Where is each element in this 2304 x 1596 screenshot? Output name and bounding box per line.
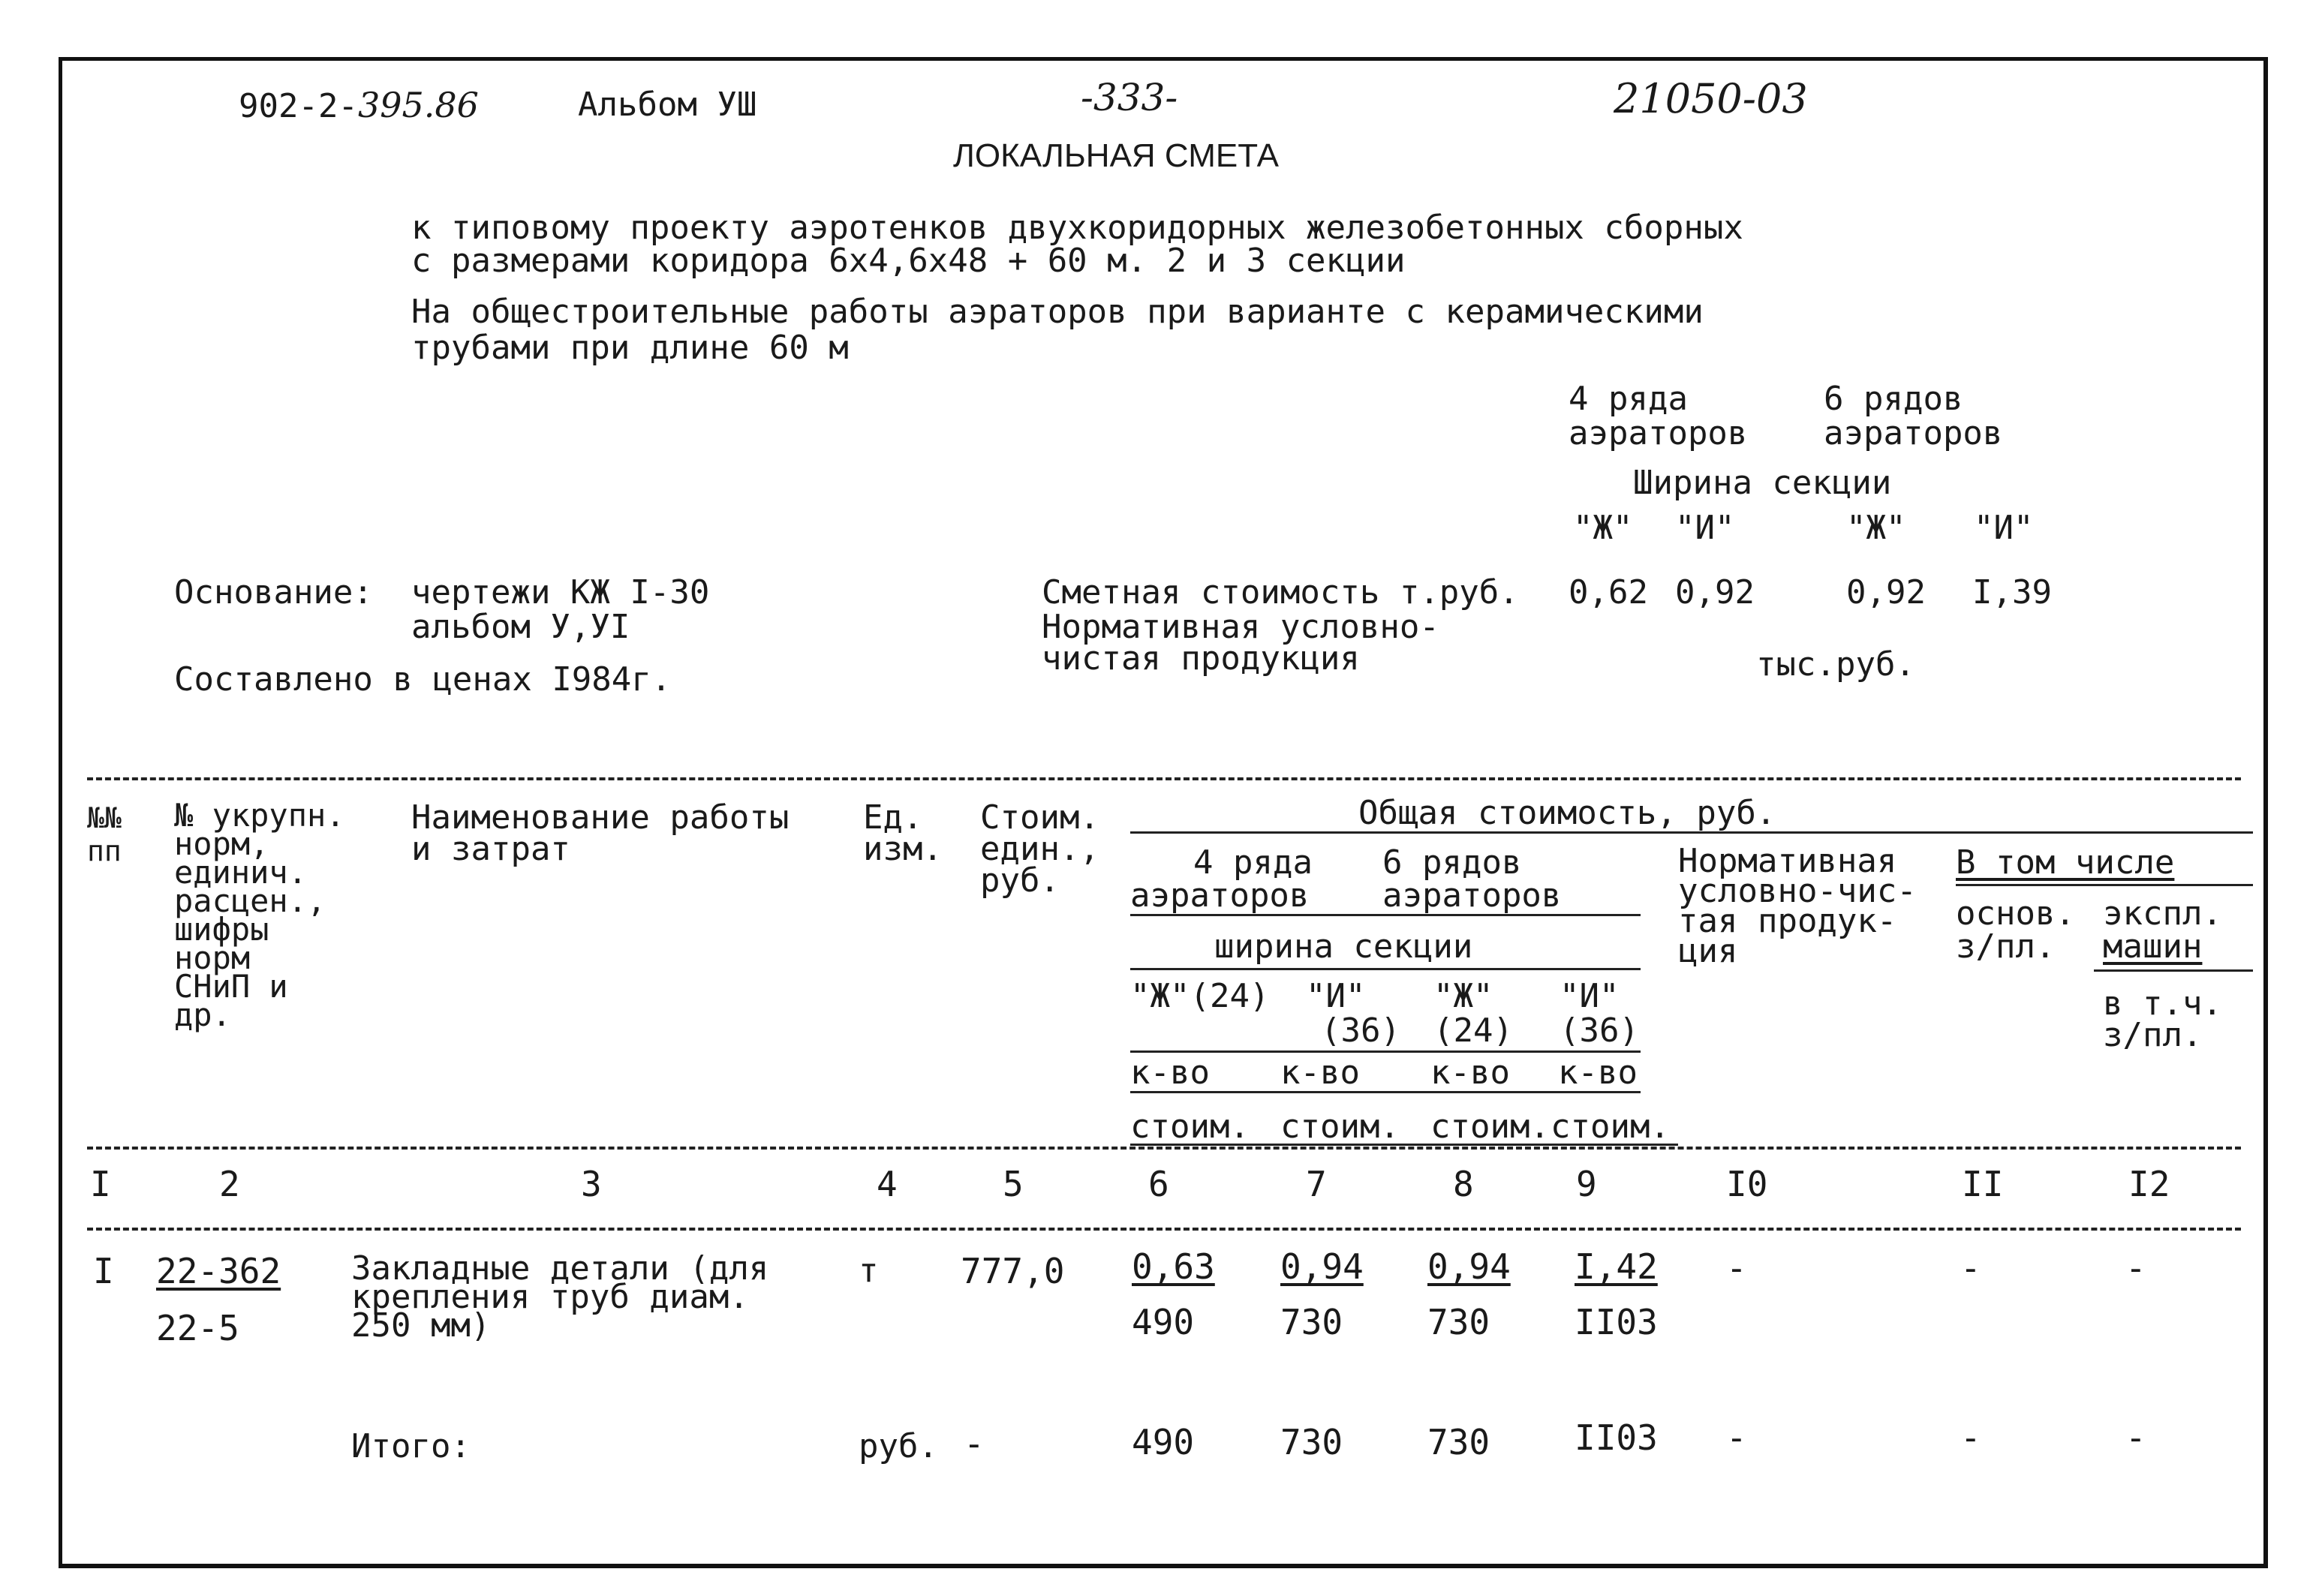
row-qty: 0,94 xyxy=(1427,1246,1511,1287)
total-unit: руб. xyxy=(859,1427,938,1465)
header-norm: Нормативная условно-чис- тая продук- ция xyxy=(1678,842,1917,970)
total-label: Итого: xyxy=(351,1427,471,1465)
summary-group-1b: аэраторов xyxy=(1569,414,1748,452)
header-name: Наименование работы xyxy=(411,798,790,837)
doc-code: 902-2-395.86 xyxy=(239,85,479,125)
header-col-7: (36) xyxy=(1321,1011,1400,1050)
column-number: 5 xyxy=(1003,1164,1024,1204)
total-base-pay: - xyxy=(1960,1417,1981,1458)
header-code: № укрупн. норм, единич. расцен., шифры норм СНиП и др. xyxy=(174,797,345,1033)
column-number: 4 xyxy=(877,1164,898,1204)
header-base-pay: з/пл. xyxy=(1956,927,2056,966)
row-code: 22-5 xyxy=(156,1308,239,1348)
prices-note: Составлено в ценах I984г. xyxy=(174,660,672,699)
album-label: Альбом УШ xyxy=(578,86,757,124)
header-col-8: (24) xyxy=(1433,1011,1513,1050)
total-cost: 730 xyxy=(1280,1422,1343,1462)
row-base-pay: - xyxy=(1960,1248,1981,1288)
total-cost: 730 xyxy=(1427,1422,1490,1462)
description-line: к типовому проекту аэротенков двухкоридорных железобетонных сборных xyxy=(411,209,1743,247)
column-number: 6 xyxy=(1148,1164,1169,1204)
table-top-rule xyxy=(87,777,2241,780)
header-machines: машин xyxy=(2103,927,2203,966)
header-cost: стоим. xyxy=(1280,1108,1400,1146)
header-qty: к-во xyxy=(1280,1053,1360,1092)
header-group-1: аэраторов xyxy=(1130,876,1310,915)
header-including: В том числе xyxy=(1956,843,2175,882)
header-cost: стоим. xyxy=(1430,1108,1550,1146)
row-qty: I,42 xyxy=(1575,1246,1658,1287)
header-no: №№ xyxy=(87,801,122,834)
column-number: 3 xyxy=(581,1164,602,1204)
summary-group-2: 6 рядов xyxy=(1824,380,1963,418)
column-number: 7 xyxy=(1306,1164,1327,1204)
column-number: 2 xyxy=(219,1164,240,1204)
header-rule xyxy=(1130,968,1641,970)
header-price: Стоим. xyxy=(980,798,1099,837)
summary-col-i: "И" xyxy=(1974,509,2034,547)
basis-label: Основание: xyxy=(174,573,373,612)
units-label: тыс.руб. xyxy=(1756,645,1915,684)
header-group-2: 6 рядов xyxy=(1382,843,1522,882)
total-cost: 490 xyxy=(1132,1422,1195,1462)
norm-label: чистая продукция xyxy=(1042,639,1360,678)
page-title: ЛОКАЛЬНАЯ СМЕТА xyxy=(953,137,1279,174)
total-machines: - xyxy=(2125,1417,2146,1458)
row-machines: - xyxy=(2125,1248,2146,1288)
cost-value: 0,92 xyxy=(1675,573,1755,612)
header-rule xyxy=(2094,969,2253,972)
cost-value: I,39 xyxy=(1972,573,2052,612)
row-norm: - xyxy=(1726,1248,1747,1288)
header-cost: стоим. xyxy=(1551,1108,1670,1146)
header-unit: Ед. xyxy=(863,798,923,837)
header-group-2: аэраторов xyxy=(1382,876,1562,915)
row-unit: т xyxy=(859,1252,879,1290)
header-name: и затрат xyxy=(411,830,570,868)
page-number: -333- xyxy=(1081,76,1178,119)
header-unit: изм. xyxy=(863,830,943,868)
cost-value: 0,92 xyxy=(1846,573,1926,612)
summary-col-zh: "Ж" xyxy=(1573,509,1633,547)
basis-line: альбом У,УI xyxy=(411,608,630,646)
header-col-6: "Ж"(24) xyxy=(1130,977,1270,1015)
row-cost: 730 xyxy=(1427,1302,1490,1342)
header-cost: стоим. xyxy=(1130,1108,1250,1146)
summary-group-1: 4 ряда xyxy=(1569,380,1688,418)
summary-col-i: "И" xyxy=(1675,509,1735,547)
header-rule xyxy=(1130,914,1641,916)
header-rule xyxy=(1130,1091,1641,1093)
project-code: 21050-03 xyxy=(1614,75,1808,122)
description-line: На общестроительные работы аэраторов при варианте с керамическими xyxy=(411,293,1704,331)
header-machines-pay: з/пл. xyxy=(2103,1016,2203,1054)
header-price: руб. xyxy=(980,861,1060,900)
row-number: I xyxy=(93,1251,114,1291)
header-group-1: 4 ряда xyxy=(1193,843,1313,882)
row-cost: 490 xyxy=(1132,1302,1195,1342)
header-col-9: (36) xyxy=(1560,1011,1639,1050)
header-base-pay: основ. xyxy=(1956,894,2075,933)
header-col-7: "И" xyxy=(1306,977,1366,1015)
row-qty: 0,94 xyxy=(1280,1246,1364,1287)
header-col-8: "Ж" xyxy=(1433,977,1493,1015)
column-number-rule xyxy=(87,1228,2241,1231)
summary-col-zh: "Ж" xyxy=(1846,509,1906,547)
header-machines-pay: в т.ч. xyxy=(2103,984,2222,1023)
column-number: I xyxy=(90,1164,111,1204)
norm-label: Нормативная условно- xyxy=(1042,608,1439,646)
header-price: един., xyxy=(980,830,1099,868)
description-line: трубами при длине 60 м xyxy=(411,329,849,367)
summary-group-2b: аэраторов xyxy=(1824,414,2003,452)
row-code: 22-362 xyxy=(156,1251,281,1291)
cost-value: 0,62 xyxy=(1569,573,1648,612)
header-qty: к-во xyxy=(1558,1053,1638,1092)
description-line: с размерами коридора 6х4,6х48 + 60 м. 2 и 3 секции xyxy=(411,242,1406,280)
header-rule xyxy=(1130,1144,1678,1146)
header-machines: экспл. xyxy=(2103,894,2222,933)
header-qty: к-во xyxy=(1430,1053,1510,1092)
summary-width-label: Ширина секции xyxy=(1633,464,1892,502)
header-rule xyxy=(1956,884,2253,886)
column-number: 8 xyxy=(1453,1164,1474,1204)
column-number: I2 xyxy=(2128,1164,2170,1204)
header-total-cost: Общая стоимость, руб. xyxy=(1358,794,1776,832)
header-no: пп xyxy=(87,834,122,867)
column-number: I0 xyxy=(1726,1164,1768,1204)
total-price: - xyxy=(964,1423,985,1464)
header-rule xyxy=(1130,831,2253,834)
header-qty: к-во xyxy=(1130,1053,1210,1092)
row-cost: 730 xyxy=(1280,1302,1343,1342)
header-bottom-rule xyxy=(87,1147,2241,1150)
total-norm: - xyxy=(1726,1417,1747,1458)
header-width: ширина секции xyxy=(1214,927,1473,966)
header-col-9: "И" xyxy=(1560,977,1620,1015)
column-number: 9 xyxy=(1576,1164,1597,1204)
basis-line: чертежи КЖ I-30 xyxy=(411,573,710,612)
row-name: Закладные детали (для крепления труб диам. 250 мм) xyxy=(351,1249,769,1345)
total-cost: II03 xyxy=(1575,1417,1658,1458)
column-number: II xyxy=(1962,1164,2004,1204)
row-qty: 0,63 xyxy=(1132,1246,1215,1287)
row-cost: II03 xyxy=(1575,1302,1658,1342)
cost-label: Сметная стоимость т.руб. xyxy=(1042,573,1519,612)
row-price: 777,0 xyxy=(961,1251,1065,1291)
header-rule xyxy=(1130,1050,1641,1053)
